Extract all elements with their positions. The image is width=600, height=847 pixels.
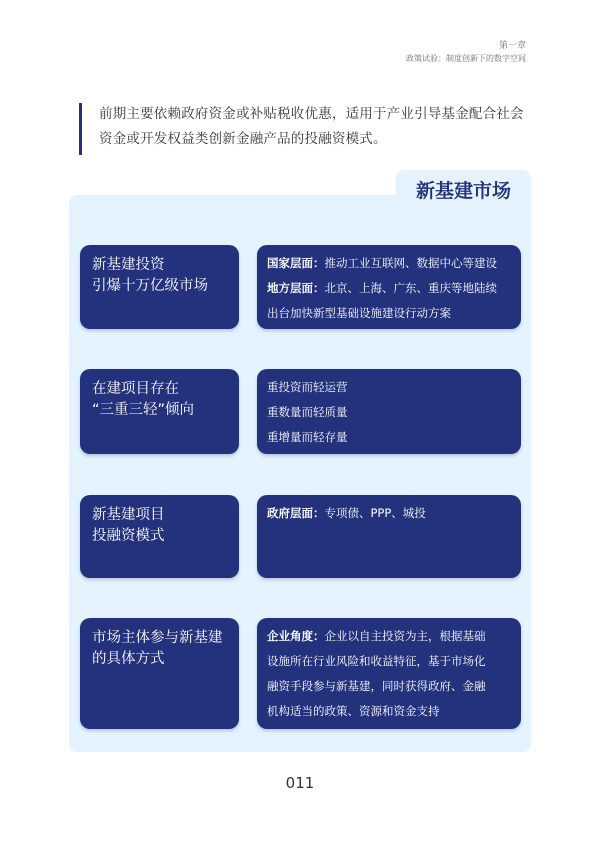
row-1-detail-line-2 [267,276,511,301]
row-4-detail-line-1 [267,624,511,649]
row-4-detail-line-2: 设施所在行业风险和收益特征，基于市场化 [267,654,486,668]
row-2-topic-line-1: 在建项目存在 [92,381,179,397]
row-2-detail-line-2: 重数量而轻质量 [267,405,348,419]
row-1-detail-line-1 [267,251,511,276]
row-1-topic-line-2: 引爆十万亿级市场 [92,278,208,294]
row-1-detail-line-3 [267,301,511,326]
chapter-label: 第一章 [498,41,526,51]
row-1-detail-card [257,245,521,329]
detail-label: 地方层面： [267,281,325,295]
row-2-topic-line-2: “三重三轻”倾向 [92,402,195,418]
row-2-topic-card [80,369,239,454]
row-2-detail-line-3: 重增量而轻存量 [267,430,348,444]
row-4-detail-card [257,618,521,729]
detail-label: 国家层面： [267,256,325,270]
row-3-detail-line-1 [267,501,511,526]
row-4-topic-line-2: 的具体方式 [92,651,165,667]
detail-label: 企业角度： [267,629,325,643]
detail-text: 企业以自主投资为主，根据基础 [324,629,486,643]
page-number: 011 [285,774,315,792]
row-2-detail-card [257,369,521,454]
row-4-detail-line-3: 融资手段参与新基建，同时获得政府、金融 [267,679,486,693]
detail-text: 专项债、PPP、城投 [324,506,426,520]
row-4-detail-line-4: 机构适当的政策、资源和资金支持 [267,704,440,718]
row-1-topic-line-1: 新基建投资 [92,257,165,273]
intro-paragraph: 前期主要依赖政府资金或补贴税收优惠，适用于产业引导基金配合社会资金或开发权益类创新金融产品的投融资模式。 [99,106,524,147]
panel-title: 新基建市场 [415,180,511,202]
running-header [406,40,526,65]
row-3-topic-line-2: 投融资模式 [92,528,165,544]
detail-label: 政府层面： [267,506,325,520]
row-2-detail-line-1: 重投资而轻运营 [267,380,348,394]
chapter-subtitle: 政策试验：制度创新下的数字空间 [406,54,526,63]
row-1-topic-card [80,245,239,329]
row-3-detail-card [257,495,521,578]
row-3-topic-line-1: 新基建项目 [92,507,165,523]
detail-text: 出台加快新型基础设施建设行动方案 [267,306,451,320]
row-3-topic-card [80,495,239,578]
row-4-topic-card [80,618,239,729]
intro-accent-bar [79,103,82,155]
detail-text: 北京、上海、广东、重庆等地陆续 [324,281,497,295]
detail-text: 推动工业互联网、数据中心等建设 [324,256,497,270]
row-4-topic-line-1: 市场主体参与新基建 [92,630,223,646]
